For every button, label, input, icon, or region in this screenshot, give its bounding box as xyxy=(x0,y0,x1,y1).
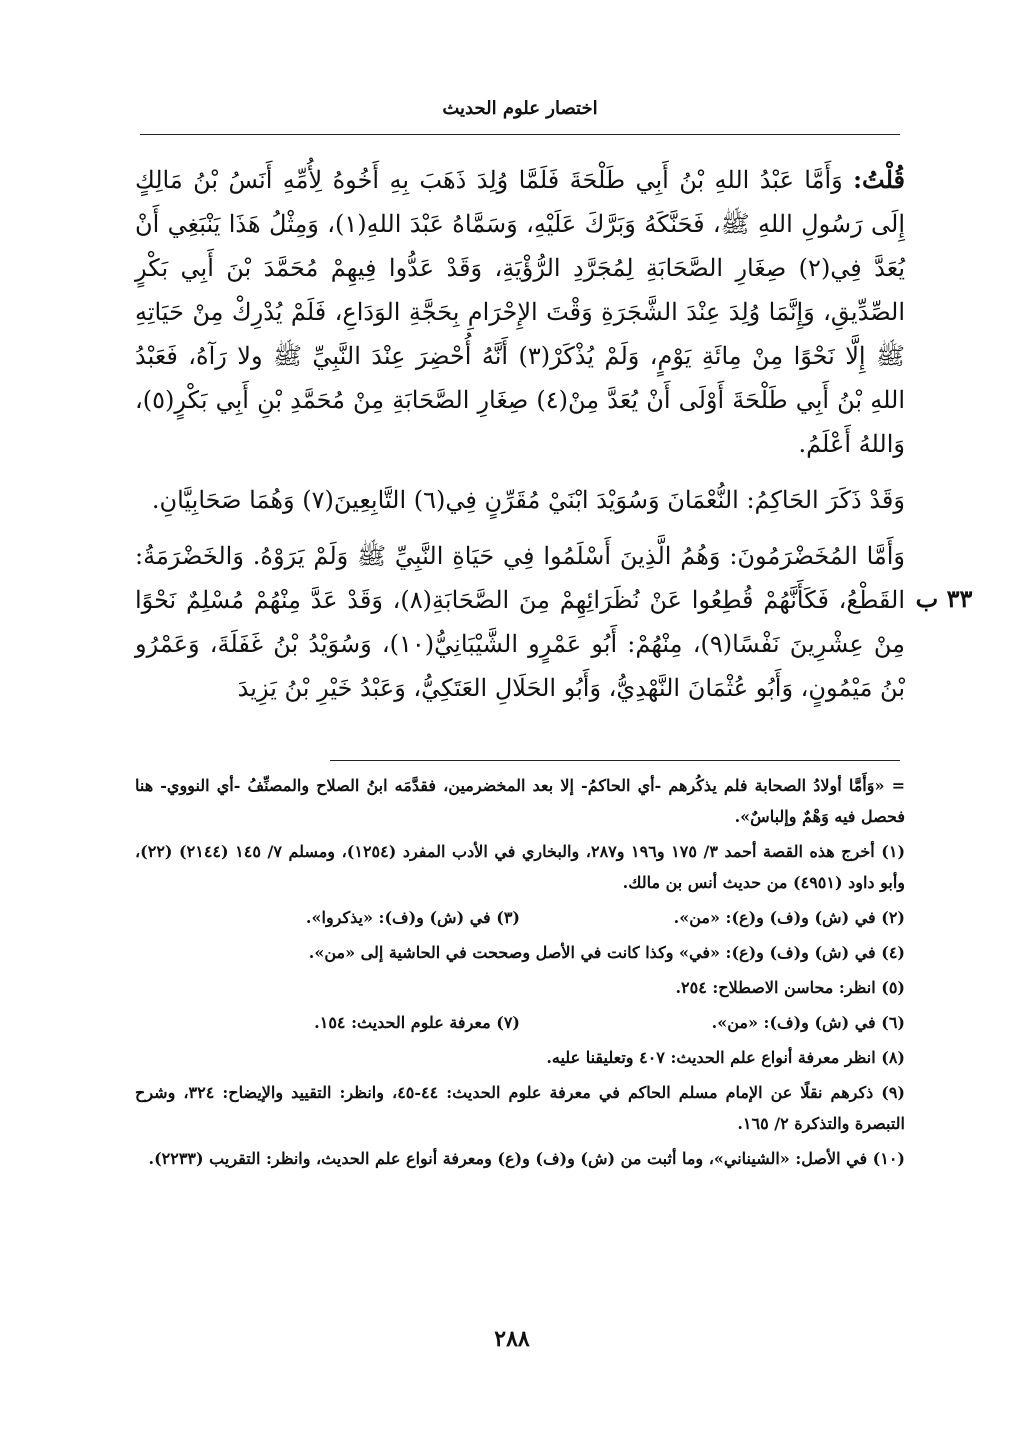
footnotes xyxy=(135,770,905,1178)
footnote-6: (٦) في (ش) و(ف): «من». xyxy=(711,1013,905,1032)
manuscript-folio-marker: ٣٣ ب xyxy=(915,584,973,613)
running-header: اختصار علوم الحديث xyxy=(442,98,598,119)
header-rule xyxy=(140,134,900,135)
paragraph-lead: قُلْتُ: xyxy=(853,165,905,194)
footnote-7: (٧) معرفة علوم الحديث: ١٥٤. xyxy=(314,1013,520,1032)
footnote-9: (٩) ذكرهم نقلًا عن الإمام مسلم الحاكم في معرفة علوم الحديث: ٤٤-٤٥، وانظر: التقييد والإيضاح: ٣٢٤، وشرح التبصرة والتذكرة ٢/ ١٦٥. xyxy=(135,1083,905,1133)
footnote-rule xyxy=(330,760,900,761)
footnote-3: (٣) في (ش) و(ف): «يذكروا». xyxy=(305,908,520,927)
paragraph-2: وَقَدْ ذَكَرَ الحَاكِمُ: النُّعْمَانَ وَسُوَيْدَ ابْنَيْ مُقَرِّنٍ فِي(٦) التَّابِعِينَ(٧) وَهُمَا صَحَابِيَّانِ. xyxy=(151,486,905,514)
footnote-10: (١٠) في الأصل: «الشيناني»، وما أثبت من (ش) و(ف) و(ع) ومعرفة أنواع علم الحديث، وانظر: التقريب (٢٢٣٣). xyxy=(148,1149,905,1168)
footnote-4: (٤) في (ش) و(ف) و(ع): «في» وكذا كانت في الأصل وصححت في الحاشية إلى «من». xyxy=(308,943,905,962)
footnote-row xyxy=(135,902,905,933)
footnote-5: (٥) انظر: محاسن الاصطلاح: ٢٥٤. xyxy=(675,978,905,997)
footnote-row xyxy=(135,1007,905,1038)
paragraph-1 xyxy=(135,158,905,466)
footnote-1: (١) أخرج هذه القصة أحمد ٣/ ١٧٥ و١٩٦ و٢٨٧، والبخاري في الأدب المفرد (١٢٥٤)، ومسلم ٧/ ١٤٥ (٢١٤٤) (٢٢)، وأبو داود (٤٩٥١) من حديث أنس بن مالك. xyxy=(135,842,906,892)
footnote-8: (٨) انظر معرفة أنواع علم الحديث: ٤٠٧ وتعليقنا عليه. xyxy=(546,1048,905,1067)
footnote-2: (٢) في (ش) و(ف) و(ع): «من». xyxy=(673,908,905,927)
paragraph-3: وَأَمَّا المُخَضْرَمُونَ: وَهُمُ الَّذِينَ أَسْلَمُوا فِي حَيَاةِ النَّبِيِّ ﷺ وَلَمْ يَرَوْهُ. وَالخَضْرَمَةُ: القَطْعُ، فَكَأَنَّهُمْ قُطِعُوا عَنْ نُظَرَائِهِمْ مِنَ الصَّحَابَةِ(٨)، وَقَدْ عَدَّ مِنْهُمْ مُسْلِمٌ نَحْوًا مِنْ عِشْرِينَ نَفْسًا(٩)، مِنْهُمْ: أَبُو عَمْرٍو الشَّيْبَانِيُّ(١٠)، وَسُوَيْدُ بْنُ غَفَلَةَ، وَعَمْرُو بْنُ مَيْمُونٍ، وَأَبُو عُثْمَانَ النَّهْدِيُّ، وَأَبُو الحَلَالِ العَتَكِيُّ، وَعَبْدُ خَيْرِ بْنُ يَزِيدَ xyxy=(135,542,906,702)
paragraph-1-body: وَأَمَّا عَبْدُ اللهِ بْنُ أَبِي طَلْحَةَ فَلَمَّا وُلِدَ ذَهَبَ بِهِ أَخُوهُ لِأُمِّهِ أَنَسُ بْنُ مَالِكٍ إِلَى رَسُولِ اللهِ ﷺ، فَحَنَّكَهُ وَبَرَّكَ عَلَيْهِ، وَسَمَّاهُ عَبْدَ اللهِ(١)، وَمِثْلُ هَذَا يَنْبَغِي أَنْ يُعَدَّ فِي(٢) صِغَارِ الصَّحَابَةِ لِمُجَرَّدِ الرُّؤْيَةِ، وَقَدْ عَدُّوا فِيهِمْ مُحَمَّدَ بْنَ أَبِي بَكْرٍ الصِّدِّيقِ، وَإِنَّمَا وُلِدَ عِنْدَ الشَّجَرَةِ وَقْتَ الإِحْرَامِ بِحَجَّةِ الوَدَاعِ، فَلَمْ يُدْرِكْ مِنْ حَيَاتِهِ ﷺ إِلَّا نَحْوًا مِنْ مِائَةِ يَوْمٍ، وَلَمْ يُذْكَرْ(٣) أَنَّهُ أُحْضِرَ عِنْدَ النَّبِيِّ ﷺ ولا رَآهُ، فَعَبْدُ اللهِ بْنُ أَبِي طَلْحَةَ أَوْلَى أَنْ يُعَدَّ مِنْ(٤) صِغَارِ الصَّحَابَةِ مِنْ مُحَمَّدِ بْنِ أَبِي بَكْرٍ(٥)، وَاللهُ أَعْلَمُ. xyxy=(135,166,906,458)
footnote-continuation: = «وَأَمَّا أولادُ الصحابة فلم يذكُرهم -أي الحاكمُ- إلا بعد المخضرمين، فقدَّمَه ابنُ الصلاح والمصنِّفُ -أي النووي- هنا فحصل فيه وَهْمٌ وإلباسٌ». xyxy=(135,776,905,826)
page-number: ٢٨٨ xyxy=(494,1326,530,1352)
main-text xyxy=(135,158,905,722)
